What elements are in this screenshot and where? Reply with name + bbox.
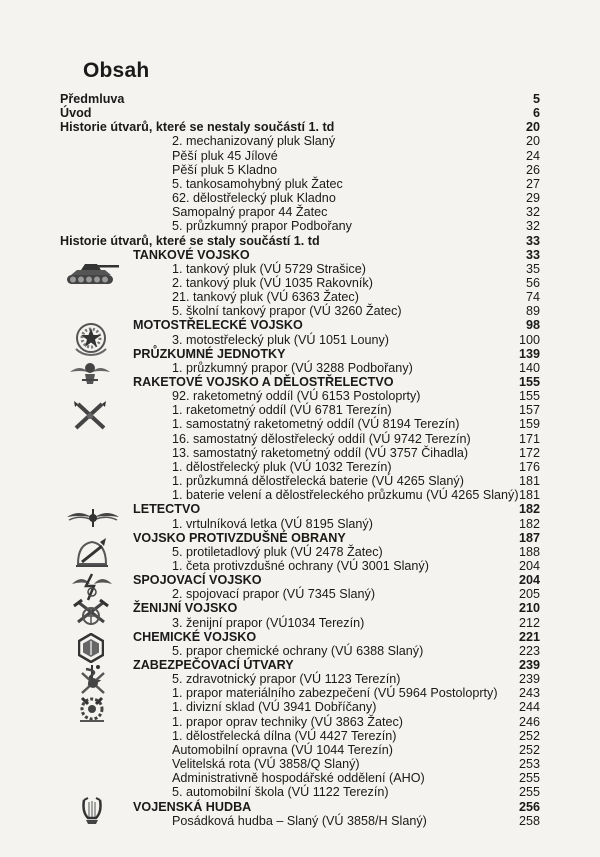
toc-entry-title: CHEMICKÉ VOJSKO [133, 629, 257, 644]
toc-page-number: 159 [518, 417, 540, 432]
toc-entry-title: Pěší pluk 45 Jílové [172, 148, 278, 163]
toc-entry-title: VOJENSKÁ HUDBA [133, 799, 252, 814]
toc-page-number: 223 [518, 643, 540, 658]
toc-page-number: 187 [518, 530, 540, 545]
toc-entry-title: TANKOVÉ VOJSKO [133, 247, 250, 262]
toc-entry-title: 1. dělostřelecký pluk (VÚ 1032 Terezín) [172, 459, 392, 474]
air-defense-emblem-icon [74, 536, 110, 570]
toc-page-number: 221 [518, 629, 540, 644]
toc-entry-title: Automobilní opravna (VÚ 1044 Terezín) [172, 742, 393, 757]
toc-page-number: 181 [518, 488, 540, 503]
toc-page-number: 255 [518, 785, 540, 800]
toc-entry-row [0, 432, 600, 446]
toc-page-number: 33 [525, 233, 540, 248]
toc-entry-title: Administrativně hospodářské oddělení (AHO) [172, 771, 425, 786]
toc-page-number: 239 [518, 672, 540, 687]
toc-entry-row [0, 771, 600, 785]
toc-entry-title: 1. samostatný raketometný oddíl (VÚ 8194 Terezín) [172, 417, 460, 432]
toc-entry-row [0, 134, 600, 148]
toc-entry-row [0, 757, 600, 771]
toc-page-number: 182 [518, 516, 540, 531]
toc-entry-title: 5. průzkumný prapor Podbořany [172, 219, 352, 234]
toc-page-number: 172 [518, 445, 540, 460]
engineer-emblem-icon [72, 596, 110, 630]
toc-entry-title: 62. dělostřelecký pluk Kladno [172, 191, 336, 206]
toc-entry-row [0, 177, 600, 191]
toc-entry-title: 1. vrtulníková letka (VÚ 8195 Slaný) [172, 516, 373, 531]
toc-page-number: 20 [525, 134, 540, 149]
chemical-emblem-icon [78, 633, 104, 663]
toc-entry-row [0, 290, 600, 304]
toc-page-number: 212 [518, 615, 540, 630]
toc-page-number: 139 [518, 346, 540, 361]
toc-entry-title: Samopalný prapor 44 Žatec [172, 205, 328, 220]
toc-entry-title: 1. prapor materiálního zabezpečení (VÚ 5964 Postoloprty) [172, 686, 498, 701]
toc-page-number: 244 [518, 700, 540, 715]
toc-page-number: 24 [525, 148, 540, 163]
toc-entry-title: 3. motostřelecký pluk (VÚ 1051 Louny) [172, 332, 389, 347]
toc-page-number: 155 [518, 389, 540, 404]
toc-entry-title: 5. protiletadlový pluk (VÚ 2478 Žatec) [172, 544, 383, 559]
toc-page-number: 32 [525, 205, 540, 220]
toc-entry-row [0, 460, 600, 474]
toc-entry-title: 1. průzkumná dělostřelecká baterie (VÚ 4265 Slaný) [172, 474, 464, 489]
toc-entry-title: 21. tankový pluk (VÚ 6363 Žatec) [172, 290, 359, 305]
toc-page-number: 204 [518, 558, 540, 573]
toc-page-number: 89 [525, 304, 540, 319]
toc-page-number: 252 [518, 742, 540, 757]
toc-entry-title: 3. ženijní prapor (VÚ1034 Terezín) [172, 615, 365, 630]
toc-entry-title: MOTOSTŘELECKÉ VOJSKO [133, 318, 303, 333]
toc-page-number: 98 [525, 318, 540, 333]
toc-entry-title: 1. divizní sklad (VÚ 3941 Dobříčany) [172, 700, 377, 715]
toc-entry-title: 13. samostatný raketometný oddíl (VÚ 3757 Čihadla) [172, 445, 469, 460]
toc-entry-title: 92. raketometný oddíl (VÚ 6153 Postoloprty) [172, 389, 421, 404]
toc-entry-title: 1. baterie velení a dělostřeleckého průzkumu (VÚ 4265 Slaný) [172, 488, 519, 503]
toc-entry-title: PRŮZKUMNÉ JEDNOTKY [133, 346, 286, 361]
toc-page-number: 182 [518, 502, 540, 517]
toc-entry-row [0, 304, 600, 318]
toc-page-number: 171 [518, 431, 540, 446]
toc-page-number: 35 [525, 261, 540, 276]
toc-entry-title: 2. tankový pluk (VÚ 1035 Rakovník) [172, 275, 373, 290]
toc-page-number: 33 [525, 247, 540, 262]
toc-page-number: 210 [518, 601, 540, 616]
toc-entry-title: Historie útvarů, které se staly součástí 1. td [60, 233, 320, 248]
toc-page-number: 176 [518, 459, 540, 474]
toc-entry-title: Pěší pluk 5 Kladno [172, 162, 278, 177]
winged-propeller-emblem-icon [65, 507, 121, 529]
toc-chapter-row [0, 106, 600, 120]
toc-page-number: 188 [518, 544, 540, 559]
toc-section-row [0, 248, 600, 262]
toc-page-number: 246 [518, 714, 540, 729]
toc-page-number: 258 [518, 813, 540, 828]
toc-page-number: 155 [518, 375, 540, 389]
toc-entry-title: ZABEZPEČOVACÍ ÚTVARY [133, 658, 294, 672]
crossed-rockets-emblem-icon [72, 400, 108, 432]
toc-page-number: 253 [518, 757, 540, 772]
toc-page-number: 6 [532, 106, 540, 121]
toc-entry-title: 1. četa protivzdušné ochrany (VÚ 3001 Slaný) [172, 558, 429, 573]
toc-page-number: 243 [518, 686, 540, 701]
toc-page-number: 205 [518, 587, 540, 602]
toc-entry-title: 2. mechanizovaný pluk Slaný [172, 134, 336, 149]
toc-entry-row [0, 191, 600, 205]
toc-page-number: 100 [518, 332, 540, 347]
toc-entry-title: 5. automobilní škola (VÚ 1122 Terezín) [172, 785, 389, 800]
music-lyre-emblem-icon [80, 796, 104, 826]
toc-entry-title: 16. samostatný dělostřelecký oddíl (VÚ 9742 Terezín) [172, 431, 471, 446]
toc-page-number: 252 [518, 728, 540, 743]
toc-page-number: 256 [518, 799, 540, 814]
toc-entry-row [0, 219, 600, 233]
toc-entry-title: 1. průzkumný prapor (VÚ 3288 Podbořany) [172, 360, 413, 375]
toc-page-number: 56 [525, 275, 540, 290]
toc-entry-title: Posádková hudba – Slaný (VÚ 3858/H Slaný) [172, 813, 427, 828]
toc-entry-row [0, 743, 600, 757]
page-title: Obsah [83, 59, 150, 82]
toc-entry-title: VOJSKO PROTIVZDUŠNÉ OBRANY [133, 530, 346, 545]
toc-page-number: 204 [518, 573, 540, 588]
toc-entry-title: 1. raketometný oddíl (VÚ 6781 Terezín) [172, 403, 392, 418]
toc-page-number: 140 [518, 360, 540, 375]
toc-page-number: 239 [518, 658, 540, 672]
toc-entry-title: 1. tankový pluk (VÚ 5729 Strašice) [172, 261, 366, 276]
toc-entry-row [0, 205, 600, 219]
toc-entry-row [0, 149, 600, 163]
toc-page-number: 255 [518, 771, 540, 786]
toc-page-number: 29 [525, 191, 540, 206]
toc-page-number: 157 [518, 403, 540, 418]
toc-entry-title: Úvod [60, 106, 92, 121]
toc-entry-row [0, 729, 600, 743]
toc-page-number: 32 [525, 219, 540, 234]
tank-emblem-icon [63, 261, 121, 287]
toc-entry-title: 2. spojovací prapor (VÚ 7345 Slaný) [172, 587, 376, 602]
toc-entry-title: 5. prapor chemické ochrany (VÚ 6388 Slaný) [172, 643, 424, 658]
toc-entry-title: Historie útvarů, které se nestaly součástí 1. td [60, 120, 335, 135]
toc-page-number: 181 [518, 474, 540, 489]
toc-entry-title: ŽENIJNÍ VOJSKO [133, 601, 238, 616]
toc-chapter-row [0, 92, 600, 106]
toc-entry-title: LETECTVO [133, 502, 201, 517]
toc-entry-title: 5. tankosamohybný pluk Žatec [172, 176, 343, 191]
toc-page-number: 20 [525, 120, 540, 135]
toc-entry-title: 1. dělostřelecká dílna (VÚ 4427 Terezín) [172, 728, 397, 743]
supply-emblem-icon [76, 669, 110, 695]
toc-entry-title: RAKETOVÉ VOJSKO A DĚLOSTŘELECTVO [133, 375, 394, 389]
toc-page-number: 26 [525, 162, 540, 177]
toc-page-number: 74 [525, 290, 540, 305]
motorized-rifle-emblem-icon [72, 319, 110, 357]
toc-entry-title: 5. zdravotnický prapor (VÚ 1123 Terezín) [172, 672, 401, 687]
toc-entry-row [0, 163, 600, 177]
toc-entry-row [0, 474, 600, 488]
toc-page-number: 5 [532, 92, 540, 106]
toc-entry-row [0, 446, 600, 460]
repair-emblem-icon [76, 694, 108, 724]
toc-entry-title: 1. prapor oprav techniky (VÚ 3863 Žatec) [172, 714, 403, 729]
toc-chapter-row [0, 234, 600, 248]
toc-entry-title: SPOJOVACÍ VOJSKO [133, 573, 262, 588]
toc-chapter-row [0, 120, 600, 134]
toc-entry-title: Předmluva [60, 92, 125, 106]
toc-page-number: 27 [525, 176, 540, 191]
toc-entry-row [0, 488, 600, 502]
reconnaissance-emblem-icon [68, 360, 112, 388]
toc-entry-title: Velitelská rota (VÚ 3858/Q Slaný) [172, 757, 360, 772]
toc-entry-title: 5. školní tankový prapor (VÚ 3260 Žatec) [172, 304, 402, 319]
